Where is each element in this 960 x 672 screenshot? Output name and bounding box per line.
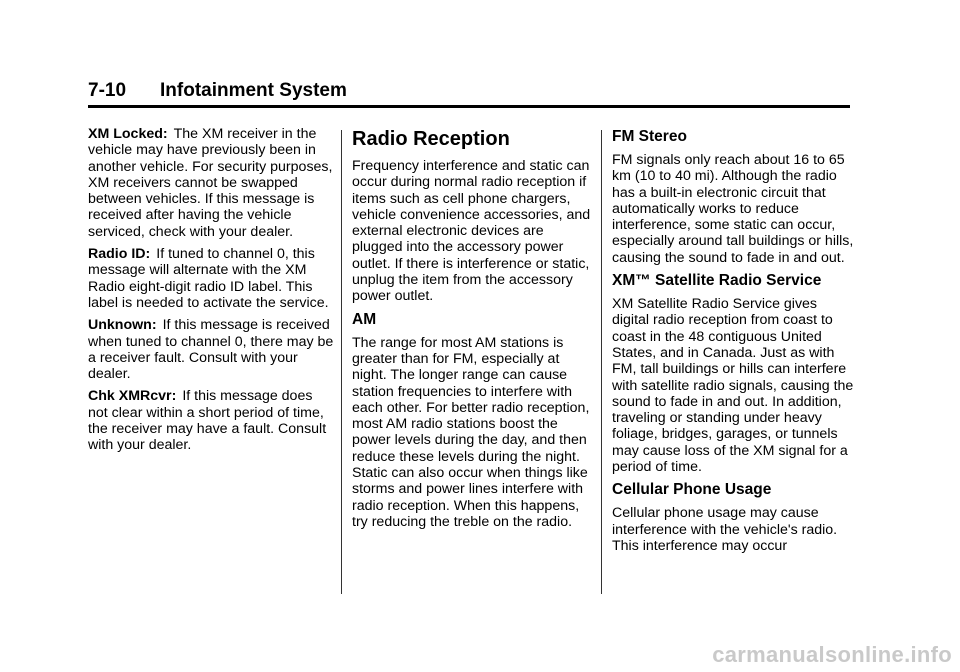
xm-satellite-text: XM Satellite Radio Service gives digital radio reception from coast to coast in the 48 contiguous United States, and in Canada. Just as with FM, tall buildings or hills can interfere with satellite radio signals, causing the sound to fade in and out. In addition, traveling or standing under heavy foliage, bridges, garages, or tunnels may cause loss of the XM signal for a period of time.: [612, 296, 854, 476]
column-3: [612, 126, 857, 560]
page-header: [88, 80, 850, 108]
column-2: [352, 126, 592, 536]
section-heading-am: AM: [352, 310, 377, 328]
section-heading-cellular: Cellular Phone Usage: [612, 481, 772, 499]
page-title: Infotainment System: [160, 80, 347, 101]
watermark: carmanualsonline.info: [712, 642, 952, 667]
entry-term: Radio ID:: [88, 246, 151, 263]
column-divider: [341, 130, 342, 594]
radio-reception-text: Frequency interference and static can occur during normal radio reception if items such as cell phone chargers, vehicle convenience accessories, and external electronic devices are plugged into the accessory power outlet. If there is interference or static, unplug the item from the accessory power outlet.: [352, 158, 591, 305]
entry-unknown: [88, 317, 336, 382]
section-heading-fm-stereo: FM Stereo: [612, 128, 687, 145]
entry-text: If tuned to channel 0, this message will alternate with the XM Radio eight-digit radio ID label. This label is needed to activate the service.: [88, 246, 329, 311]
column-1: [88, 126, 336, 460]
entry-chk-xmrcvr: [88, 388, 336, 453]
entry-term: Chk XMRcvr:: [88, 388, 177, 405]
entry-text: If this message is received when tuned to channel 0, there may be a receiver fault. Consult with your dealer.: [88, 317, 334, 383]
entry-term: XM Locked:: [88, 126, 168, 142]
entry-text: The XM receiver in the vehicle may have previously been in another vehicle. For security purposes, XM receivers cannot be swapped between vehicles. If this message is received after having the vehicle serviced, check with your dealer.: [88, 126, 333, 240]
column-divider: [601, 130, 602, 594]
cellular-text: Cellular phone usage may cause interference with the vehicle's radio. This interference may occur: [612, 505, 838, 554]
entry-text: If this message does not clear within a short period of time, the receiver may have a fault. Consult with your dealer.: [88, 388, 327, 454]
page-number: 7-10: [88, 80, 127, 101]
section-heading-radio-reception: Radio Reception: [352, 128, 510, 150]
entry-xm-locked: [88, 126, 336, 240]
am-text: The range for most AM stations is greater than for FM, especially at night. The longer range can cause station frequencies to interfere with each other. For better radio reception, most AM radio stations boost the power levels during the day, and then reduce these levels during the night. Static can also occur when things like storms and power lines interfere with radio reception. When this happens, try reducing the treble on the radio.: [352, 334, 590, 530]
section-heading-xm-satellite: XM™ Satellite Radio Service: [612, 272, 822, 290]
entry-radio-id: [88, 246, 336, 311]
entry-term: Unknown:: [88, 317, 157, 334]
fm-stereo-text: FM signals only reach about 16 to 65 km (10 to 40 mi). Although the radio has a built-in electronic circuit that automatically works to reduce interference, some static can occur, especially around tall buildings or hills, causing the sound to fade in and out.: [612, 152, 854, 266]
